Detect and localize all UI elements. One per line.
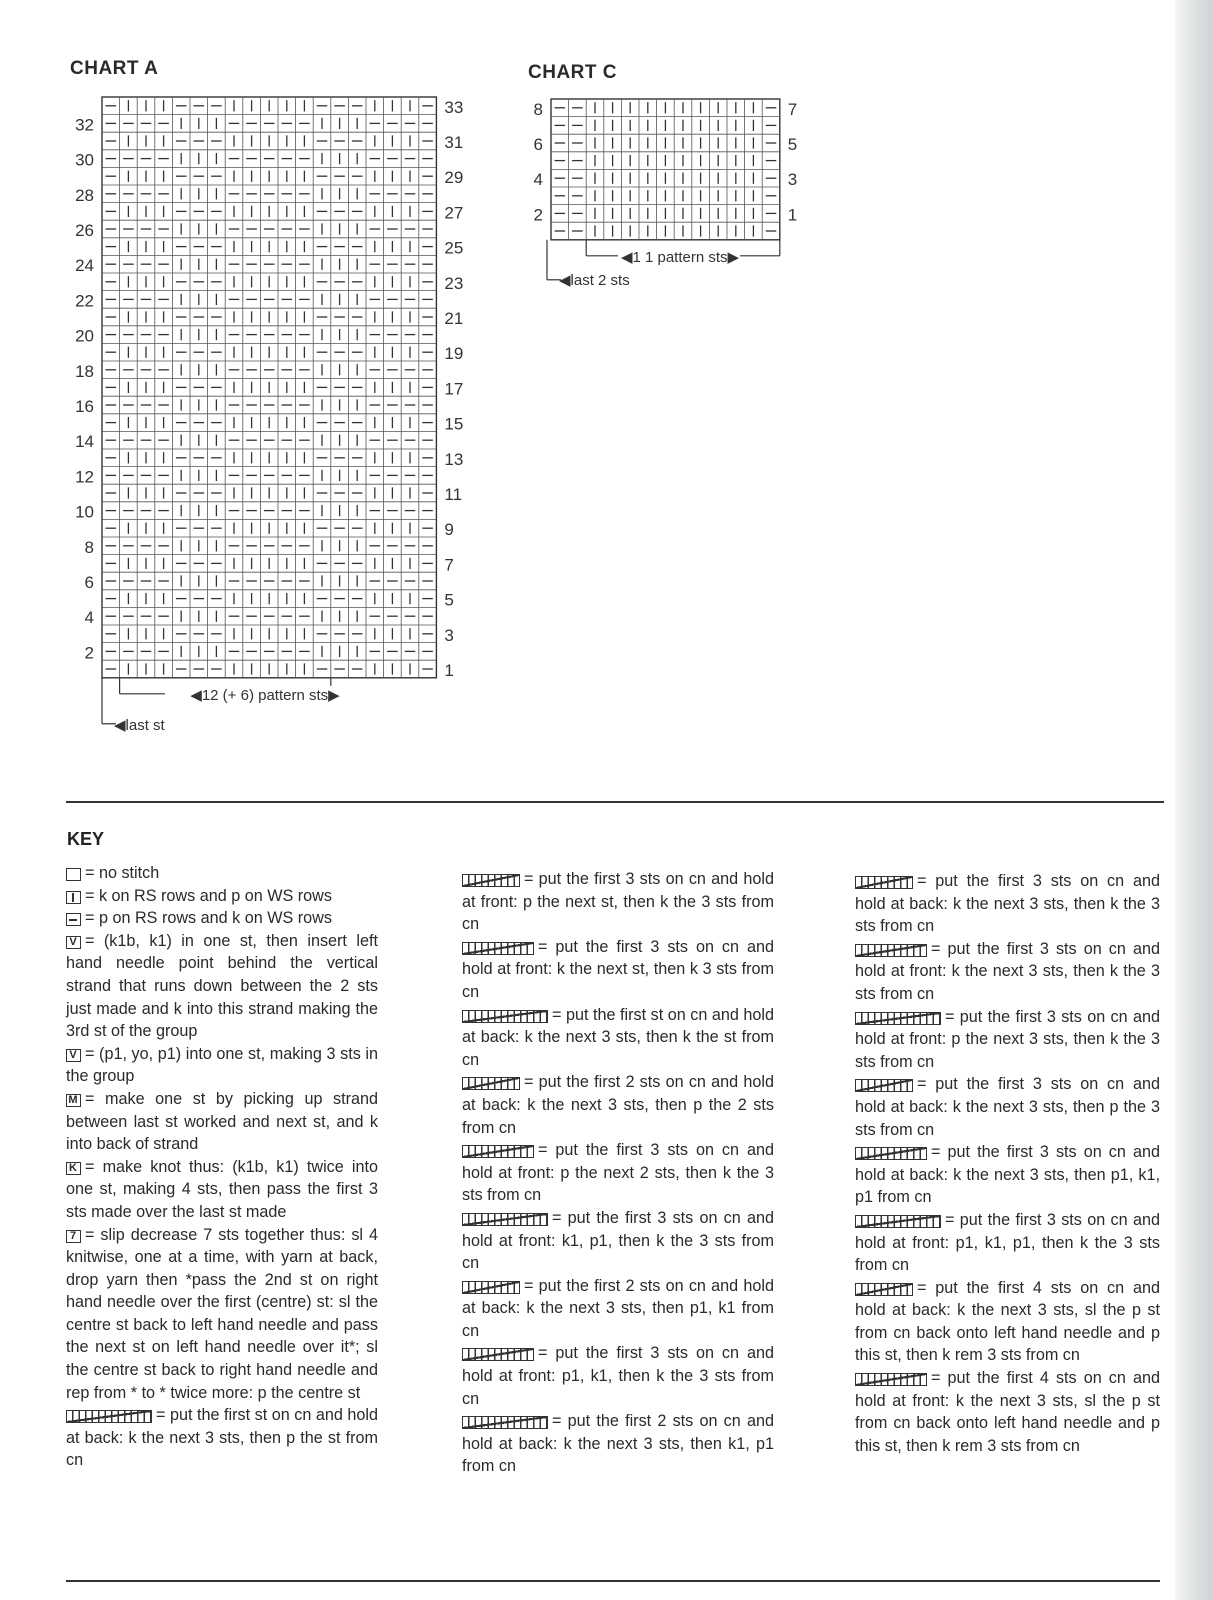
key-entry xyxy=(462,1342,774,1410)
key-entry-text: = make one st by picking up strand between last st worked and next st, and k into back of strand xyxy=(66,1089,378,1154)
key-entry xyxy=(66,1043,378,1088)
row-number-right: 1 xyxy=(444,661,454,681)
stitch-symbol-icon xyxy=(66,1094,81,1107)
stitch-symbol-icon xyxy=(66,1049,81,1062)
key-column-3 xyxy=(855,870,1160,1457)
row-number-left: 32 xyxy=(75,115,94,135)
row-number-right: 5 xyxy=(444,590,454,610)
chart-c-title: CHART C xyxy=(528,62,617,83)
row-number-right: 3 xyxy=(444,625,454,645)
divider-top xyxy=(66,801,1164,803)
key-entry xyxy=(855,938,1160,1006)
row-number-left: 10 xyxy=(75,502,94,522)
row-number-right: 33 xyxy=(444,97,464,117)
key-entry-text: = put the first 3 sts on cn and hold at front: k the next st, then k 3 sts from cn xyxy=(462,937,774,1001)
key-entry xyxy=(66,930,378,1043)
key-column-1 xyxy=(66,862,378,1472)
key-entry-text: = slip decrease 7 sts together thus: sl 4 knitwise, one at a time, with yarn at back, drop yarn then *pass the 2nd st on right hand needle over the first (centre) st: sl the centre st back to left hand needle and pass the next st on left hand needle over it*; sl the centre st back to right hand needle and rep from * to * twice more: p the centre st xyxy=(66,1225,378,1402)
row-number-right: 1 xyxy=(787,205,798,225)
key-entry-text: = put the first 4 sts on cn and hold at back: k the next 3 sts, sl the p st from cn back onto left hand needle and p this st, then k rem 3 sts from cn xyxy=(855,1278,1160,1365)
key-entry-text: = put the first 2 sts on cn and hold at back: k the next 3 sts, then p the 2 sts from cn xyxy=(462,1073,774,1137)
row-number-right: 21 xyxy=(444,309,464,329)
cable-symbol-icon xyxy=(855,876,913,889)
cable-symbol-icon xyxy=(855,1373,927,1386)
row-number-left: 2 xyxy=(84,643,94,663)
row-number-left: 18 xyxy=(75,361,94,381)
key-entry xyxy=(66,1088,378,1156)
key-entry-text: = put the first 3 sts on cn and hold at front: p the next 3 sts, then k the 3 sts from cn xyxy=(855,1007,1160,1071)
no-stitch-icon xyxy=(66,868,81,881)
row-number-left: 16 xyxy=(75,397,94,417)
row-number-left: 12 xyxy=(75,467,94,487)
cable-symbol-icon xyxy=(462,1010,548,1023)
key-entry xyxy=(462,1410,774,1478)
cable-symbol-icon xyxy=(462,1145,534,1158)
repeat-label: ◀12 (+ 6) pattern sts▶ xyxy=(190,686,340,704)
cable-symbol-icon xyxy=(855,944,927,957)
row-number-left: 8 xyxy=(84,537,94,557)
row-number-left: 30 xyxy=(75,150,94,170)
key-entry xyxy=(66,885,378,908)
row-number-left: 6 xyxy=(84,573,94,593)
key-entry-text: = p on RS rows and k on WS rows xyxy=(85,909,332,928)
key-entry-text: = put the first st on cn and hold at back: k the next 3 sts, then p the st from cn xyxy=(66,1406,378,1470)
key-entry-text: = (p1, yo, p1) into one st, making 3 sts in the group xyxy=(66,1044,378,1086)
row-number-left: 4 xyxy=(84,608,94,628)
cable-symbol-icon xyxy=(462,874,520,887)
key-entry-text: = put the first 3 sts on cn and hold at front: p the next 2 sts, then k the 3 sts from cn xyxy=(462,1141,774,1205)
key-entry xyxy=(66,1156,378,1224)
cable-symbol-icon xyxy=(462,1077,520,1090)
row-number-right: 7 xyxy=(444,555,454,575)
cable-symbol-icon xyxy=(855,1283,913,1296)
key-column-2 xyxy=(462,868,774,1478)
row-number-left: 20 xyxy=(75,326,94,346)
row-number-right: 23 xyxy=(444,273,464,293)
key-entry xyxy=(462,1071,774,1139)
stitch-symbol-icon xyxy=(66,1230,81,1243)
row-number-right: 11 xyxy=(444,485,463,505)
key-title: KEY xyxy=(67,829,105,849)
last-st-label: ◀last st xyxy=(114,716,165,734)
row-number-right: 29 xyxy=(444,168,464,188)
key-entry-text: = k on RS rows and p on WS rows xyxy=(85,886,332,905)
key-entry xyxy=(855,1367,1160,1457)
stitch-symbol-icon xyxy=(66,936,81,949)
key-entry-text: = no stitch xyxy=(85,864,160,882)
row-number-left: 14 xyxy=(75,432,94,452)
row-number-left: 22 xyxy=(75,291,94,311)
row-number-left: 26 xyxy=(75,221,94,241)
key-entry-text: = put the first 2 sts on cn and hold at back: k the next 3 sts, then k1, p1 from cn xyxy=(462,1412,774,1476)
key-entry xyxy=(855,1277,1160,1367)
key-entry xyxy=(462,1207,774,1275)
knit-symbol-icon xyxy=(66,891,81,904)
key-entry-text: = put the first 3 sts on cn and hold at front: k1, p1, then k the 3 sts from cn xyxy=(462,1208,774,1273)
key-entry-text: = put the first 3 sts on cn and hold at back: k the next 3 sts, then p1, k1, p1 from cn xyxy=(855,1143,1160,1207)
key-entry xyxy=(462,1004,774,1072)
purl-symbol-icon xyxy=(66,913,81,926)
key-entry xyxy=(66,1404,378,1472)
key-entry xyxy=(462,1139,774,1207)
row-number-right: 27 xyxy=(444,203,464,223)
cable-symbol-icon xyxy=(855,1012,941,1025)
row-number-right: 5 xyxy=(787,135,798,155)
row-number-right: 3 xyxy=(787,170,798,190)
key-entry xyxy=(66,862,378,885)
key-entry-text: = (k1b, k1) in one st, then insert left hand needle point behind the vertical strand that runs down between the 2 sts just made and k into this strand making the 3rd st of the group xyxy=(66,931,378,1041)
last-sts-label: ◀last 2 sts xyxy=(559,271,630,289)
cable-symbol-icon xyxy=(855,1147,927,1160)
key-entry xyxy=(462,936,774,1004)
row-number-right: 15 xyxy=(444,414,464,434)
row-number-left: 28 xyxy=(75,185,94,205)
key-entry-text: = put the first st on cn and hold at back: k the next 3 sts, then k the st from cn xyxy=(462,1005,774,1069)
row-number-right: 7 xyxy=(787,99,798,119)
key-entry xyxy=(855,1209,1160,1277)
cable-symbol-icon xyxy=(462,1281,520,1294)
key-entry-text: = put the first 3 sts on cn and hold at back: k the next 3 sts, then p the 3 sts from cn xyxy=(855,1075,1160,1139)
key-entry xyxy=(855,1141,1160,1209)
key-entry-text: = put the first 2 sts on cn and hold at back: k the next 3 sts, then p1, k1 from cn xyxy=(462,1276,774,1340)
key-entry-text: = put the first 3 sts on cn and hold at front: p the next st, then k the 3 sts from cn xyxy=(462,870,774,934)
row-number-right: 13 xyxy=(444,449,464,469)
row-number-left: 24 xyxy=(75,256,94,276)
key-entry xyxy=(855,1006,1160,1074)
cable-symbol-icon xyxy=(66,1410,152,1423)
divider-bottom xyxy=(66,1580,1160,1582)
row-number-left: 8 xyxy=(533,99,543,119)
key-entry-text: = make knot thus: (k1b, k1) twice into one st, making 4 sts, then pass the first 3 sts made over the last st made xyxy=(66,1157,378,1221)
cable-symbol-icon xyxy=(462,1348,534,1361)
key-entry xyxy=(462,1275,774,1343)
stitch-symbol-icon xyxy=(66,1162,81,1175)
cable-symbol-icon xyxy=(462,1416,548,1429)
cable-symbol-icon xyxy=(855,1215,941,1228)
key-entry xyxy=(855,870,1160,938)
row-number-right: 19 xyxy=(444,344,464,364)
row-number-right: 31 xyxy=(444,133,464,153)
key-entry-text: = put the first 4 sts on cn and hold at front: k the next 3 sts, sl the p st from cn back onto left hand needle and p this st, then k rem 3 sts from cn xyxy=(855,1369,1160,1455)
repeat-label: ◀1 1 pattern sts▶ xyxy=(620,248,740,266)
cable-symbol-icon xyxy=(462,942,534,955)
key-entry-text: = put the first 3 sts on cn and hold at back: k the next 3 sts, then k the 3 sts from cn xyxy=(855,872,1160,936)
key-entry-text: = put the first 3 sts on cn and hold at front: k the next 3 sts, then k the 3 sts from cn xyxy=(855,939,1160,1003)
row-number-right: 17 xyxy=(444,379,464,399)
chart-a-title: CHART A xyxy=(70,58,159,79)
row-number-right: 25 xyxy=(444,238,464,258)
cable-symbol-icon xyxy=(855,1079,913,1092)
key-entry-text: = put the first 3 sts on cn and hold at front: p1, k1, p1, then k the 3 sts from cn xyxy=(855,1210,1160,1275)
row-number-left: 6 xyxy=(533,135,543,155)
row-number-left: 2 xyxy=(533,205,543,225)
key-entry xyxy=(855,1073,1160,1141)
cable-symbol-icon xyxy=(462,1213,548,1226)
key-entry-text: = put the first 3 sts on cn and hold at front: p1, k1, then k the 3 sts from cn xyxy=(462,1344,774,1408)
key-entry xyxy=(66,1224,378,1405)
key-entry xyxy=(462,868,774,936)
row-number-right: 9 xyxy=(444,520,454,540)
row-number-left: 4 xyxy=(533,170,543,190)
chart-c-grid xyxy=(0,0,1213,300)
key-entry xyxy=(66,907,378,930)
